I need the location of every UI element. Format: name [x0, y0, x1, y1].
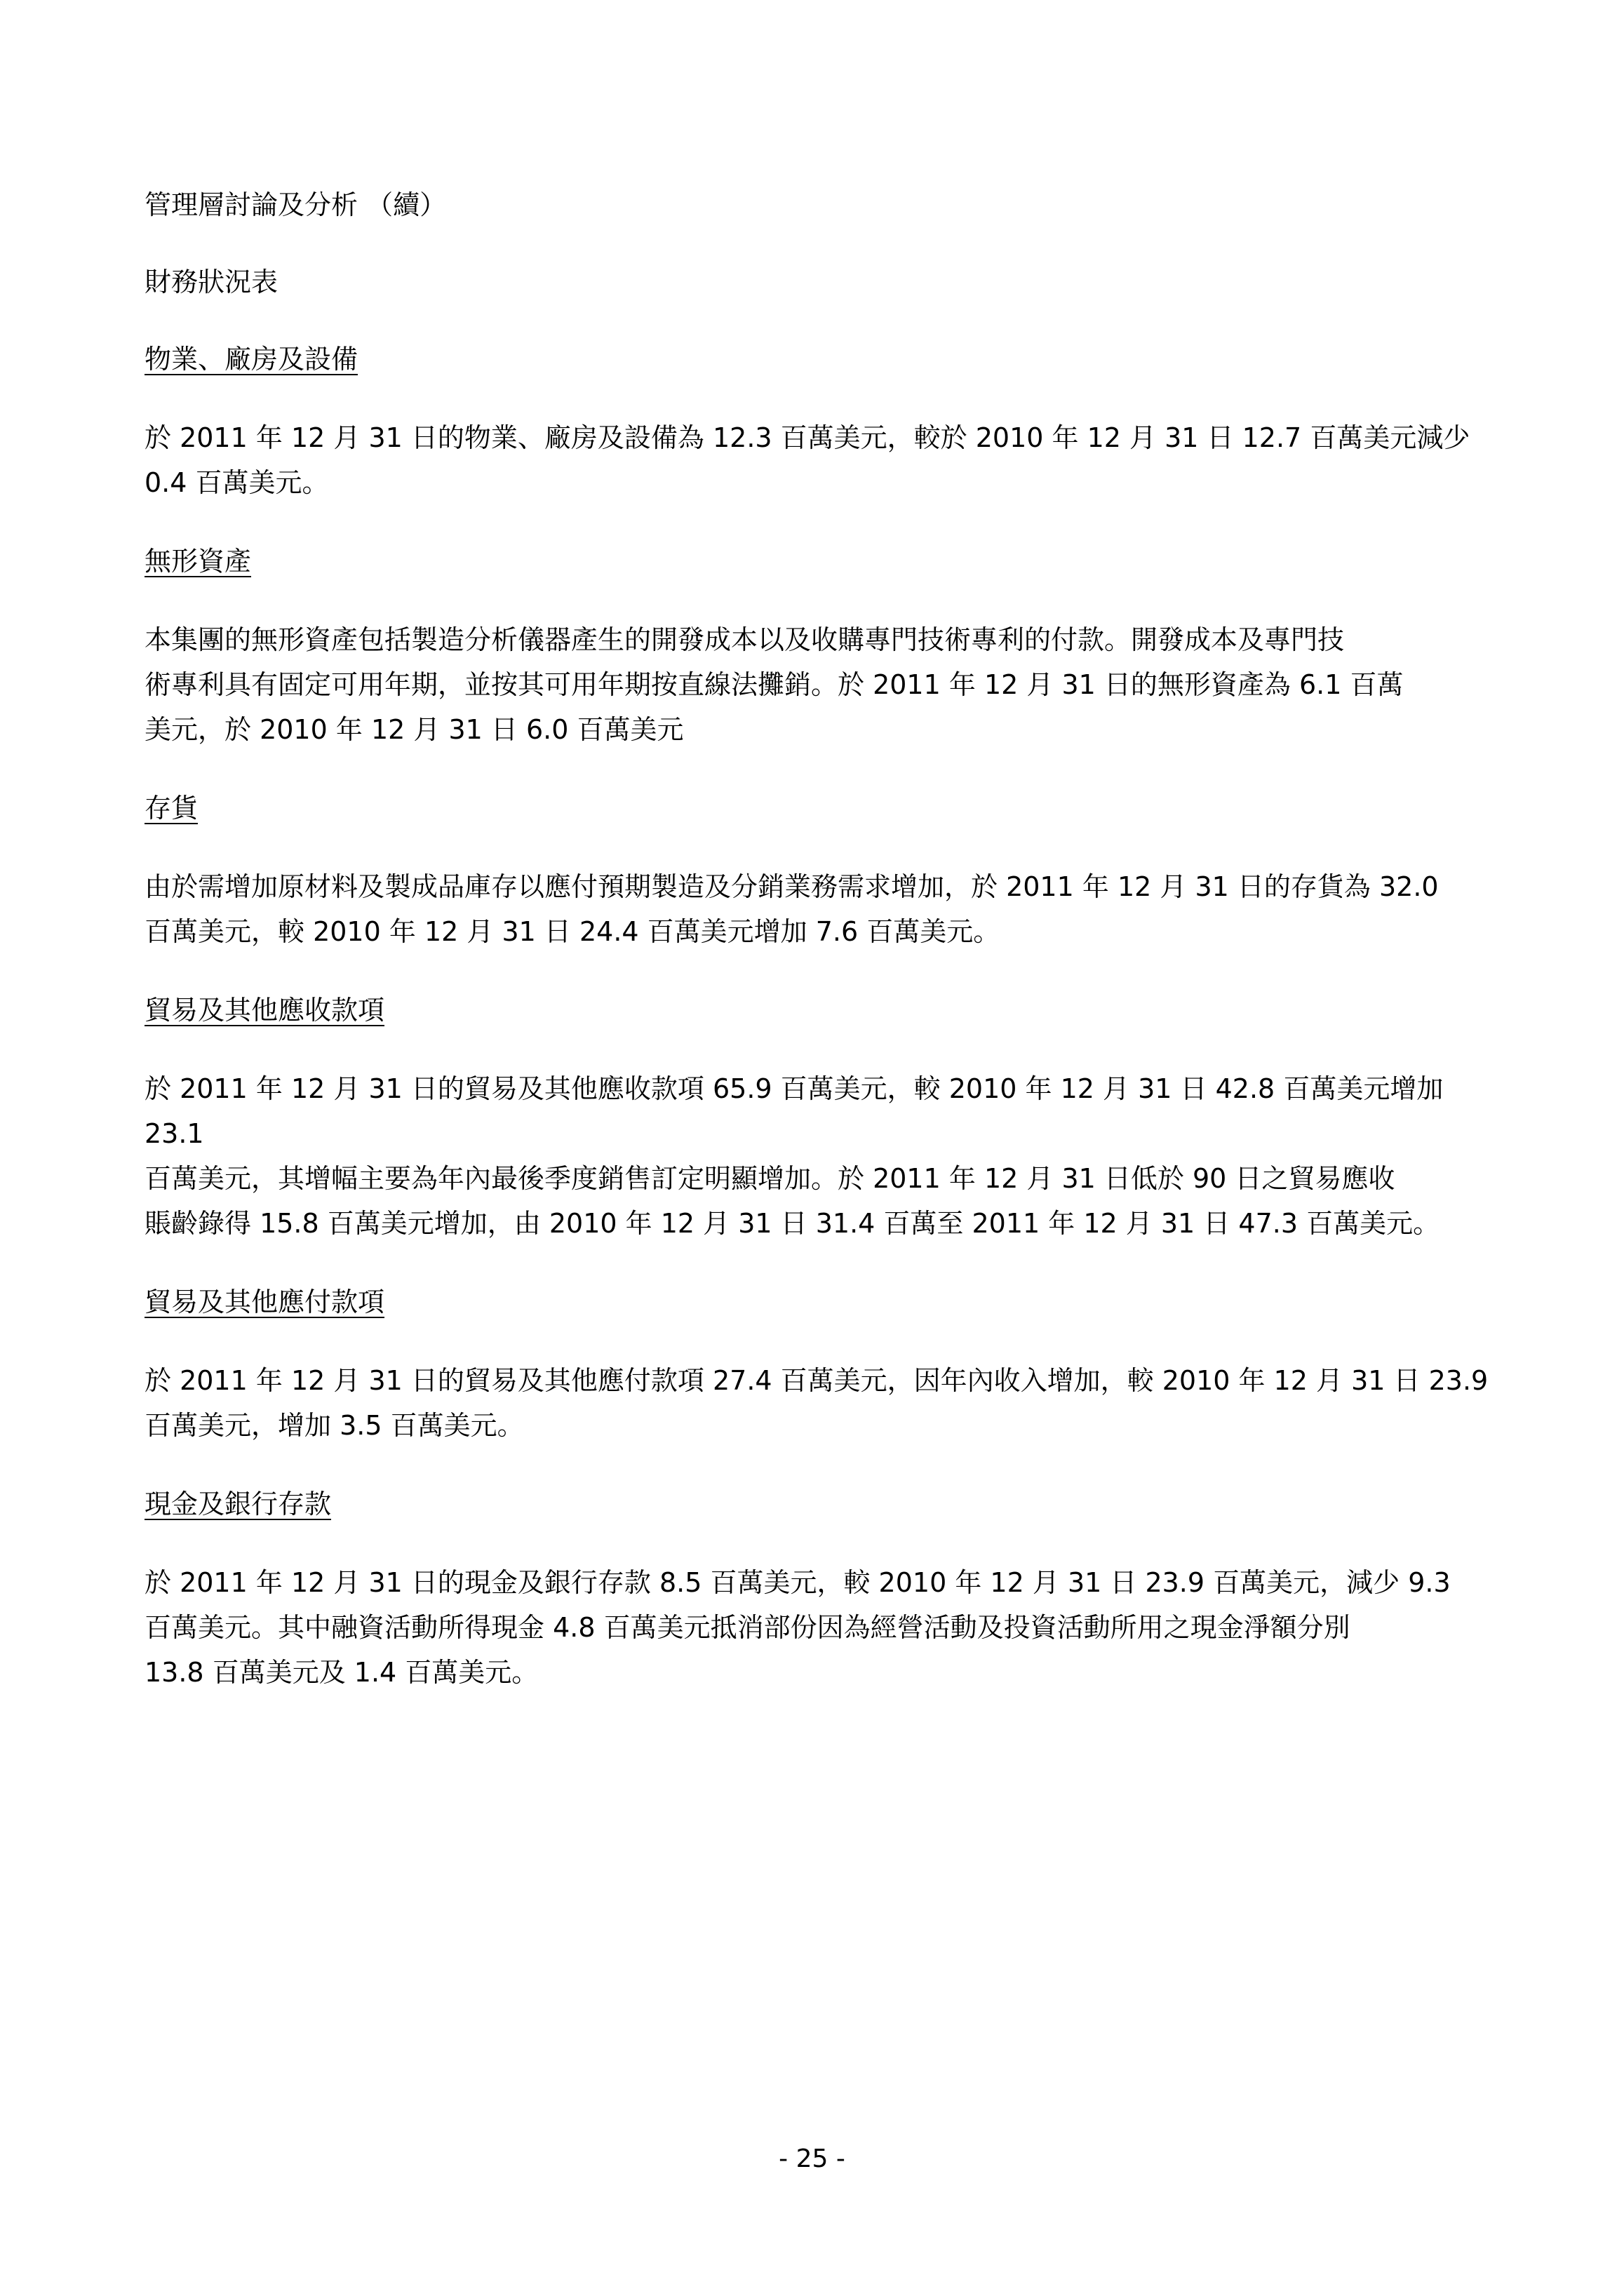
- paragraph-line: 百萬美元，其增幅主要為年內最後季度銷售訂定明顯增加。於 2011 年 12 月 31 日低於 90 日之貿易應收: [145, 1163, 1395, 1194]
- paragraph-trade-receivables: [145, 1066, 1498, 1246]
- paragraph-line: 百萬美元，較 2010 年 12 月 31 日 24.4 百萬美元增加 7.6 百萬美元。: [145, 916, 1000, 947]
- paragraph-line: 0.4 百萬美元。: [145, 467, 329, 498]
- page-title: 管理層討論及分析 （續）: [145, 189, 447, 220]
- paragraph-line: 本集團的無形資產包括製造分析儀器產生的開發成本以及收購專門技術專利的付款。開發成本及專門技: [145, 624, 1345, 655]
- paragraph-line: 由於需增加原材料及製成品庫存以應付預期製造及分銷業務需求增加，於 2011 年 12 月 31 日的存貨為 32.0: [145, 871, 1439, 902]
- heading-cash-bank-deposits: 現金及銀行存款: [145, 1489, 332, 1519]
- paragraph-line: 13.8 百萬美元及 1.4 百萬美元。: [145, 1657, 539, 1688]
- heading-inventories: 存貨: [145, 793, 199, 824]
- paragraph-line: 於 2011 年 12 月 31 日的物業、廠房及設備為 12.3 百萬美元，較於 2010 年 12 月 31 日 12.7 百萬美元減少: [145, 422, 1470, 453]
- heading-intangible-assets: 無形資產: [145, 546, 252, 577]
- paragraph-line: 百萬美元。其中融資活動所得現金 4.8 百萬美元抵消部份因為經營活動及投資活動所用之現金淨額分別: [145, 1612, 1350, 1643]
- page-content: [145, 184, 1498, 1730]
- paragraph-line: 賬齡錄得 15.8 百萬美元增加，由 2010 年 12 月 31 日 31.4 百萬至 2011 年 12 月 31 日 47.3 百萬美元。: [145, 1208, 1440, 1239]
- heading-trade-payables: 貿易及其他應付款項: [145, 1287, 385, 1317]
- paragraph-property-plant-equipment: [145, 415, 1498, 505]
- paragraph-line: 於 2011 年 12 月 31 日的貿易及其他應收款項 65.9 百萬美元，較 2010 年 12 月 31 日 42.8 百萬美元增加 23.1: [145, 1073, 1444, 1149]
- paragraph-inventories: [145, 864, 1498, 954]
- paragraph-line: 於 2011 年 12 月 31 日的貿易及其他應付款項 27.4 百萬美元，因年內收入增加，較 2010 年 12 月 31 日 23.9: [145, 1365, 1489, 1396]
- heading-trade-receivables: 貿易及其他應收款項: [145, 995, 385, 1026]
- paragraph-line: 百萬美元，增加 3.5 百萬美元。: [145, 1410, 524, 1441]
- heading-property-plant-equipment: 物業、廠房及設備: [145, 344, 358, 375]
- paragraph-trade-payables: [145, 1358, 1498, 1448]
- paragraph-intangible-assets: [145, 617, 1498, 752]
- page-number: - 25 -: [779, 2144, 845, 2173]
- section-title: 財務狀況表: [145, 267, 279, 297]
- paragraph-line: 術專利具有固定可用年期，並按其可用年期按直線法攤銷。於 2011 年 12 月 31 日的無形資產為 6.1 百萬: [145, 669, 1404, 700]
- paragraph-line: 於 2011 年 12 月 31 日的現金及銀行存款 8.5 百萬美元，較 2010 年 12 月 31 日 23.9 百萬美元，減少 9.3: [145, 1567, 1451, 1598]
- paragraph-line: 美元，於 2010 年 12 月 31 日 6.0 百萬美元: [145, 714, 684, 745]
- paragraph-cash-bank-deposits: [145, 1560, 1498, 1695]
